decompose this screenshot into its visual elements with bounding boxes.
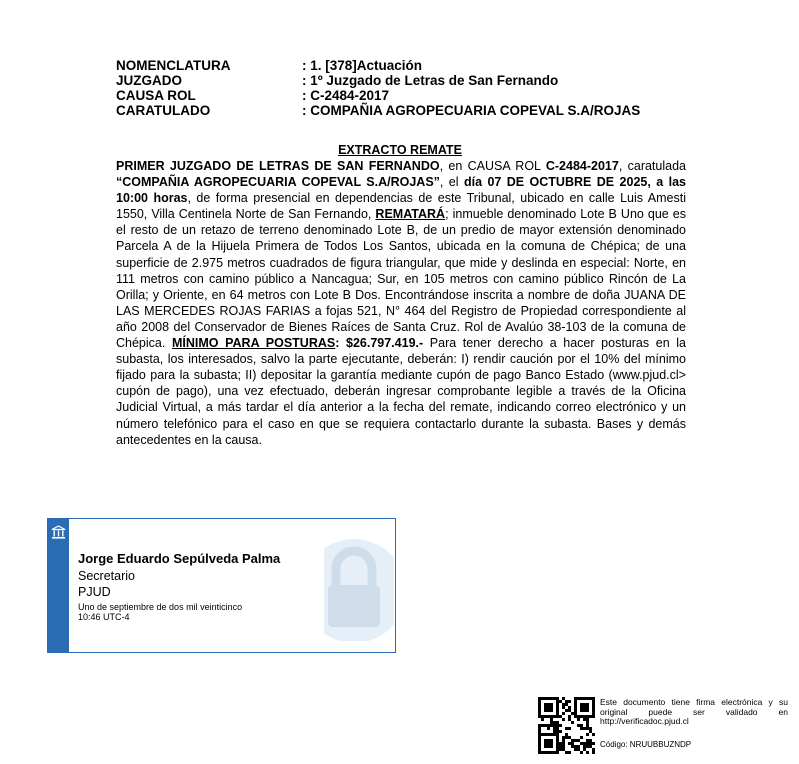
signer-name: Jorge Eduardo Sepúlveda Palma (78, 551, 281, 566)
auction-keyword: REMATARÁ (375, 207, 446, 222)
header-row-juzgado (116, 73, 716, 88)
signature-date: Uno de septiembre de dos mil veinticinco (78, 602, 243, 612)
minimum-bid-label: MÍNIMO PARA POSTURAS (171, 336, 336, 351)
case-caption: “COMPAÑIA AGROPECUARIA COPEVAL S.A/ROJAS” (116, 175, 440, 190)
text-segment: , de forma presencial en dependencias de este Tribunal, ubicado en calle Luis Amesti 1550, Villa Centinela Norte de San Fernando, (116, 191, 686, 222)
header-row-caratulado (116, 103, 716, 118)
text-segment: , caratulada (618, 159, 686, 173)
text-segment: ; inmueble denominado Lote B Uno que es el resto de un retazo de terreno denominado Lote B, de un predio de mayor extensión denominado Parcela A de la Hijuela Primera de Todos Los Santos, ubicada en la comuna de Chépica; de una superficie de 2.975 metros cuadrados de figura triangular, que mide y deslinda en especial: Norte, en 111 metros con camino público a Nancagua; Sur, en 105 metros con camino público Rincón de La Orilla; y Oriente, en 64 metros con Lote B Dos. Encontrándose inscrita a nombre de doña JUANA DE LAS MERCEDES ROJAS FARIAS a fojas 521, N° 464 del Registro de Propiedad correspondiente al año 2008 del Conservador de Bienes Raíces de Santa Cruz. Rol de Avalúo 38-103 de la comuna de Chépica. (116, 207, 686, 351)
header-value: : COMPAÑIA AGROPECUARIA COPEVAL S.A/ROJAS (302, 103, 641, 118)
case-number: C-2484-2017 (545, 159, 619, 173)
court-name: PRIMER JUZGADO DE LETRAS DE SAN FERNANDO (116, 159, 440, 173)
qr-code-icon (538, 697, 595, 759)
extract-body (116, 158, 686, 448)
text-segment: Para tener derecho a hacer posturas en la subasta, los interesados, salvo la parte ejecutante, deberán: I) rendir caución por el 10% del mínimo fijado para la subasta; II) depositar la garantía mediante cupón de pago Banco Estado (www.pjud.cl> cupón de pago), una vez efectuado, deberán ingresar comprobante legible a través de la Oficina Judicial Virtual, a más tardar el día anterior a la fecha del remate, indicando correo electrónico y un número telefónico para el caso en que se requiera contactarlo durante la subasta. Bases y demás antecedentes en la causa. (116, 336, 686, 447)
header-row-nomenclatura (116, 58, 716, 73)
header-value: : 1. [378]Actuación (302, 58, 423, 73)
header-label: CARATULADO (116, 103, 211, 118)
signer-organization: PJUD (78, 585, 111, 599)
header-value: : C-2484-2017 (302, 88, 390, 103)
text-segment: , en CAUSA ROL (439, 159, 546, 173)
header-row-causa-rol (116, 88, 716, 103)
header-label: JUZGADO (116, 73, 183, 88)
signature-time: 10:46 UTC-4 (78, 612, 130, 622)
signer-role: Secretario (78, 569, 135, 583)
case-header (116, 58, 716, 118)
auction-date: día 07 DE OCTUBRE DE 2025, a las 10:00 horas (116, 175, 686, 206)
courthouse-icon (51, 525, 66, 545)
text-segment: , el (439, 175, 464, 190)
verification-notice: Este documento tiene firma electrónica y su original puede ser validado en http://verificadoc.pjud.cl (600, 697, 788, 726)
extract-title: EXTRACTO REMATE (338, 143, 462, 157)
verification-code: Código: NRUUBBUZNDP (600, 740, 692, 749)
header-value: : 1º Juzgado de Letras de San Fernando (302, 73, 559, 88)
lock-icon (324, 533, 394, 646)
header-label: NOMENCLATURA (116, 58, 231, 73)
minimum-bid-amount: : $26.797.419.- (335, 336, 424, 351)
header-label: CAUSA ROL (116, 88, 196, 103)
electronic-signature-box (47, 518, 396, 653)
signature-timestamp (78, 602, 338, 622)
